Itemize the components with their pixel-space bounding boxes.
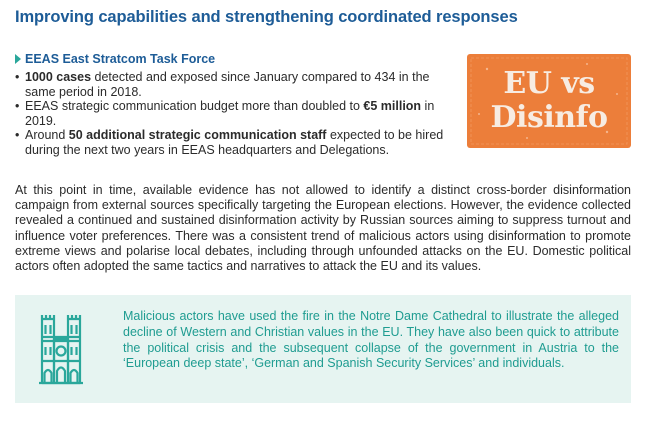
- bullet-bold: 50 additional strategic communication staff: [68, 128, 327, 142]
- page-title: Improving capabilities and strengthening coordinated responses: [15, 8, 518, 26]
- bullet-text: expected to be hired during the next two years in EEAS headquarters and Delegations.: [25, 128, 444, 157]
- bullet-item: [15, 70, 455, 99]
- main-paragraph: At this point in time, available evidence has not allowed to identify a distinct cross-border disinformation campaign from external sources specifically targeting the European elections. However, the evidence collected revealed a continued and sustained disinformation activity by Russian sources aiming to suppress turnout and influence voter preferences. There was a consistent trend of malicious actors using disinformation to promote extreme views and polarise local debates, including through unfounded attacks on the EU. Domestic political actors often adopted the same tactics and narratives to attack the EU and its values.: [15, 183, 631, 274]
- bullet-text: in 2019.: [25, 99, 435, 128]
- task-force-heading-label: EEAS East Stratcom Task Force: [25, 52, 216, 66]
- arrow-icon: [15, 54, 21, 64]
- task-force-bullet-list: [15, 70, 455, 157]
- bullet-item: [15, 99, 455, 128]
- callout-box: [15, 295, 631, 403]
- cathedral-icon: [39, 313, 83, 387]
- bullet-bold: €5 million: [363, 99, 422, 113]
- task-force-heading: [15, 52, 215, 66]
- bullet-bold: 1000 cases: [25, 70, 92, 84]
- callout-text: Malicious actors have used the fire in the Notre Dame Cathedral to illustrate the alleged decline of Western and Christian values in the EU. They have also been quick to attribute the political crisis and the subsequent collapse of the government in Austria to the ‘European deep state’, ‘German and Spanish Security Services’ and individuals.: [123, 309, 619, 371]
- bullet-text: EEAS strategic communication budget more than doubled to: [25, 99, 364, 113]
- bullet-text: Around: [25, 128, 69, 142]
- bullet-item: [15, 128, 455, 157]
- logo-line-1: EU vs: [503, 66, 595, 101]
- bullet-text: detected and exposed since January compared to 434 in the same period in 2018.: [25, 70, 430, 99]
- logo-line-2: Disinfo: [490, 100, 608, 135]
- eu-vs-disinfo-logo: [467, 54, 631, 148]
